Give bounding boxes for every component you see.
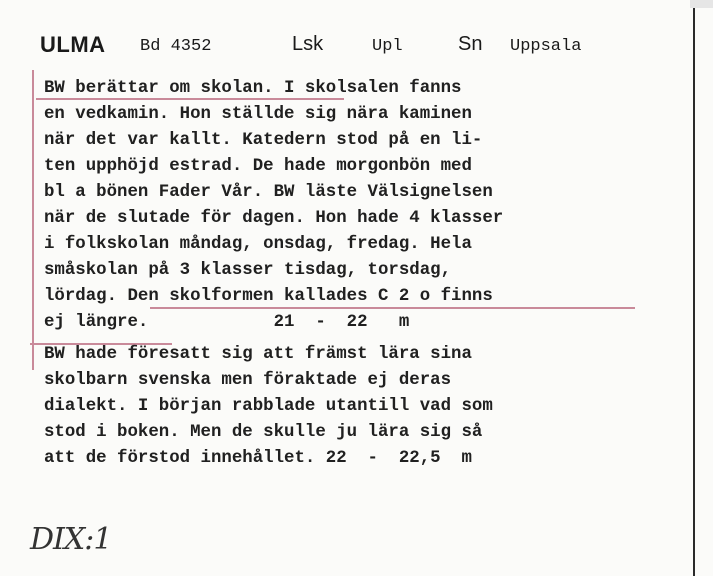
- lsk-value: Upl: [372, 37, 403, 56]
- text-line: bl a bönen Fader Vår. BW läste Välsignelsen: [44, 183, 493, 202]
- text-line: när det var kallt. Katedern stod på en li-: [44, 131, 483, 150]
- card-corner: [690, 0, 713, 8]
- text-line: dialekt. I början rabblade utantill vad som: [44, 397, 493, 416]
- text-line: BW berättar om skolan. I skolsalen fanns: [44, 79, 462, 98]
- text-line: lördag. Den skolformen kallades C 2 o finns: [44, 287, 493, 306]
- text-line: ten upphöjd estrad. De hade morgonbön med: [44, 157, 472, 176]
- text-line: när de slutade för dagen. Hon hade 4 klasser: [44, 209, 504, 228]
- sn-value: Uppsala: [510, 37, 582, 56]
- text-line: en vedkamin. Hon ställde sig nära kaminen: [44, 105, 472, 124]
- text-line: skolbarn svenska men föraktade ej deras: [44, 371, 452, 390]
- text-line: i folkskolan måndag, onsdag, fredag. Hela: [44, 235, 472, 254]
- lsk-label: Lsk: [292, 33, 324, 55]
- text-line: ej längre. 21 - 22 m: [44, 313, 410, 332]
- volume-number: Bd 4352: [140, 37, 212, 56]
- card-edge: [693, 0, 695, 576]
- parish-label: ULMA: [40, 32, 106, 57]
- text-line: att de förstod innehållet. 22 - 22,5 m: [44, 449, 472, 468]
- text-line: BW hade föresatt sig att främst lära sina: [44, 345, 472, 364]
- sn-label: Sn: [458, 33, 483, 55]
- text-line: stod i boken. Men de skulle ju lära sig så: [44, 423, 483, 442]
- margin-marker-line: [32, 70, 34, 370]
- handwritten-signature: DIX:1: [30, 522, 112, 557]
- text-line: småskolan på 3 klasser tisdag, torsdag,: [44, 261, 452, 280]
